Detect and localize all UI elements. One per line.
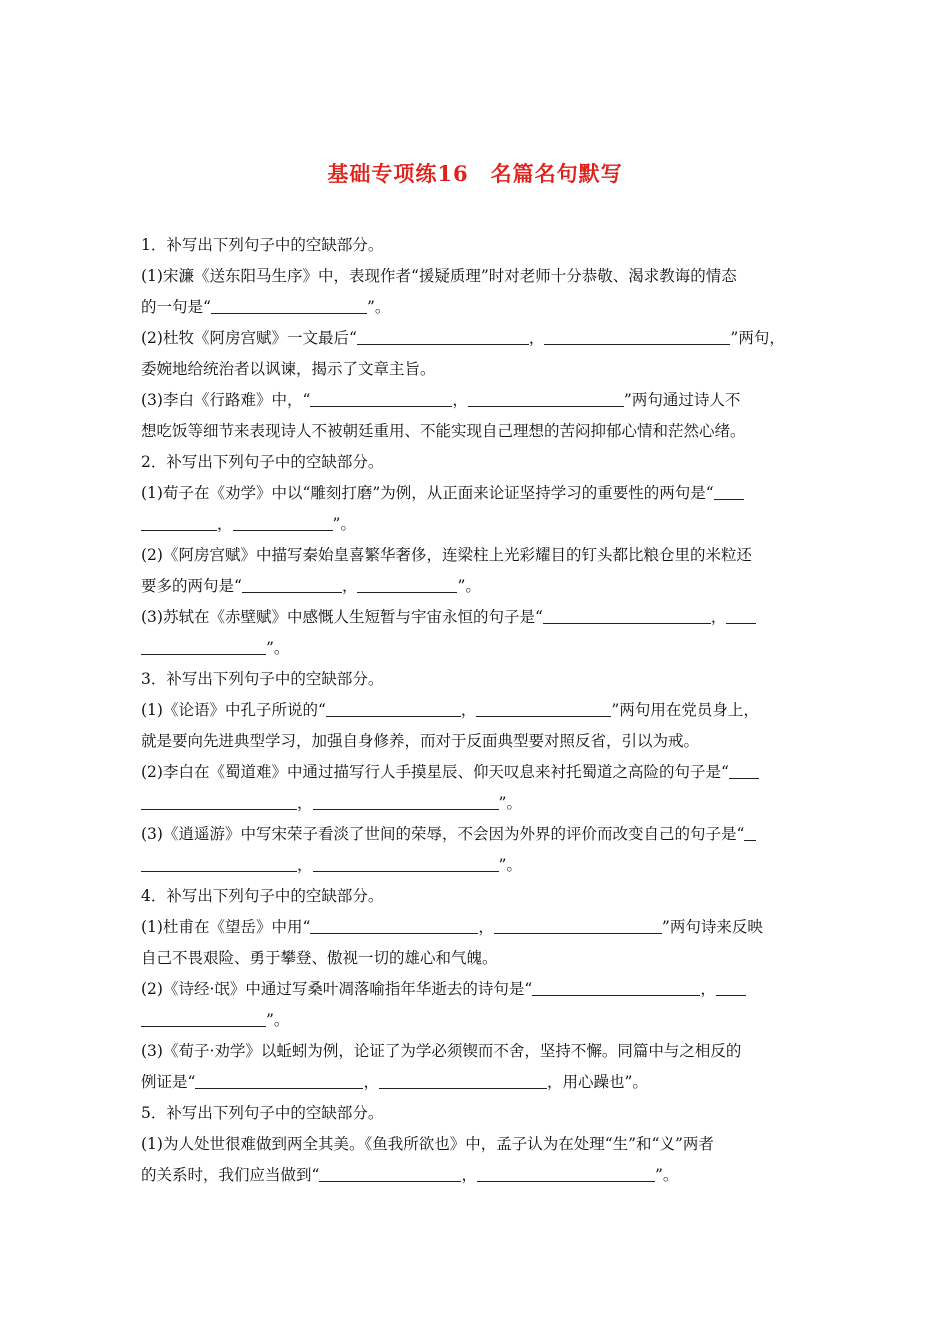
question-3-3-text: (3)《逍遥游》中写宋荣子看淡了世间的荣辱，不会因为外界的评价而改变自己的句子是“ <box>141 819 811 850</box>
question-2-2-cont: 要多的两句是“ ， ”。 <box>141 571 811 602</box>
answer-blank[interactable] <box>319 1163 461 1182</box>
question-5-1-text: (1)为人处世很难做到两全其美。《鱼我所欲也》中，孟子认为在处理“生”和“义”两者 <box>141 1135 714 1153</box>
question-1-3-cont: 想吃饭等细节来表现诗人不被朝廷重用、不能实现自己理想的苦闷抑郁心情和茫然心绪。 <box>141 422 746 440</box>
answer-blank[interactable] <box>494 915 662 934</box>
answer-blank[interactable] <box>313 853 499 872</box>
question-2-2-text: (2)《阿房宫赋》中描写秦始皇喜繁华奢侈，连梁柱上光彩耀目的钉头都比粮仓里的米粒还 <box>141 546 752 564</box>
answer-blank[interactable] <box>141 791 297 810</box>
question-3-3-cont: ， ”。 <box>141 850 811 881</box>
question-1-heading: 1．补写出下列句子中的空缺部分。 <box>141 236 384 254</box>
question-3-1-text: (1)《论语》中孔子所说的“ ， ”两句用在党员身上， <box>141 695 811 726</box>
answer-blank[interactable] <box>729 760 759 779</box>
answer-blank[interactable] <box>310 388 452 407</box>
answer-blank[interactable] <box>726 605 756 624</box>
question-2-1-cont: ， ”。 <box>141 509 811 540</box>
question-4-2-cont: ”。 <box>141 1005 811 1036</box>
question-2-3-text: (3)苏轼在《赤壁赋》中感慨人生短暂与宇宙永恒的句子是“ ， <box>141 602 811 633</box>
answer-blank[interactable] <box>211 295 367 314</box>
question-4-3-cont: 例证是“ ， ，用心躁也”。 <box>141 1067 811 1098</box>
question-3-1-cont: 就是要向先进典型学习，加强自身修养，而对于反面典型要对照反省，引以为戒。 <box>141 732 700 750</box>
answer-blank[interactable] <box>714 481 744 500</box>
question-4-2-text: (2)《诗经·氓》中通过写桑叶凋落喻指年华逝去的诗句是“ ， <box>141 974 811 1005</box>
answer-blank[interactable] <box>141 512 217 531</box>
question-1-2-text: (2)杜牧《阿房宫赋》一文最后“ ， ”两句， <box>141 323 811 354</box>
question-1-2-cont: 委婉地给统治者以讽谏，揭示了文章主旨。 <box>141 360 436 378</box>
answer-blank[interactable] <box>141 1008 266 1027</box>
answer-blank[interactable] <box>532 977 700 996</box>
answer-blank[interactable] <box>476 698 611 717</box>
answer-blank[interactable] <box>357 326 529 345</box>
answer-blank[interactable] <box>326 698 461 717</box>
question-4-heading: 4．补写出下列句子中的空缺部分。 <box>141 887 384 905</box>
answer-blank[interactable] <box>744 822 756 841</box>
question-4-3-text: (3)《荀子·劝学》以蚯蚓为例，论证了为学必须锲而不舍，坚持不懈。同篇中与之相反的 <box>141 1042 742 1060</box>
page-title: 基础专项练16 名篇名句默写 <box>327 161 623 186</box>
question-2-3-cont: ”。 <box>141 633 811 664</box>
exercise-content <box>141 230 811 1191</box>
question-5-1-cont: 的关系时，我们应当做到“ ， ”。 <box>141 1160 811 1191</box>
question-3-2-text: (2)李白在《蜀道难》中通过描写行人手摸星辰、仰天叹息来衬托蜀道之高险的句子是“ <box>141 757 811 788</box>
question-1-1-cont: 的一句是“ ”。 <box>141 292 811 323</box>
answer-blank[interactable] <box>477 1163 655 1182</box>
answer-blank[interactable] <box>195 1070 363 1089</box>
question-2-1-text: (1)荀子在《劝学》中以“雕刻打磨”为例，从正面来论证坚持学习的重要性的两句是“ <box>141 478 811 509</box>
question-1-3-text: (3)李白《行路难》中，“ ， ”两句通过诗人不 <box>141 385 811 416</box>
question-1-1-text: (1)宋濂《送东阳马生序》中，表现作者“援疑质理”时对老师十分恭敬、渴求教诲的情态 <box>141 267 737 285</box>
answer-blank[interactable] <box>313 791 499 810</box>
answer-blank[interactable] <box>141 636 266 655</box>
answer-blank[interactable] <box>233 512 333 531</box>
answer-blank[interactable] <box>544 326 730 345</box>
answer-blank[interactable] <box>357 574 457 593</box>
answer-blank[interactable] <box>379 1070 547 1089</box>
question-3-2-cont: ， ”。 <box>141 788 811 819</box>
answer-blank[interactable] <box>141 853 297 872</box>
answer-blank[interactable] <box>310 915 478 934</box>
question-4-1-text: (1)杜甫在《望岳》中用“ ， ”两句诗来反映 <box>141 912 811 943</box>
question-2-heading: 2．补写出下列句子中的空缺部分。 <box>141 453 384 471</box>
answer-blank[interactable] <box>543 605 711 624</box>
question-3-heading: 3．补写出下列句子中的空缺部分。 <box>141 670 384 688</box>
answer-blank[interactable] <box>716 977 746 996</box>
answer-blank[interactable] <box>242 574 342 593</box>
question-4-1-cont: 自己不畏艰险、勇于攀登、傲视一切的雄心和气魄。 <box>141 949 498 967</box>
answer-blank[interactable] <box>468 388 624 407</box>
question-5-heading: 5．补写出下列句子中的空缺部分。 <box>141 1104 384 1122</box>
